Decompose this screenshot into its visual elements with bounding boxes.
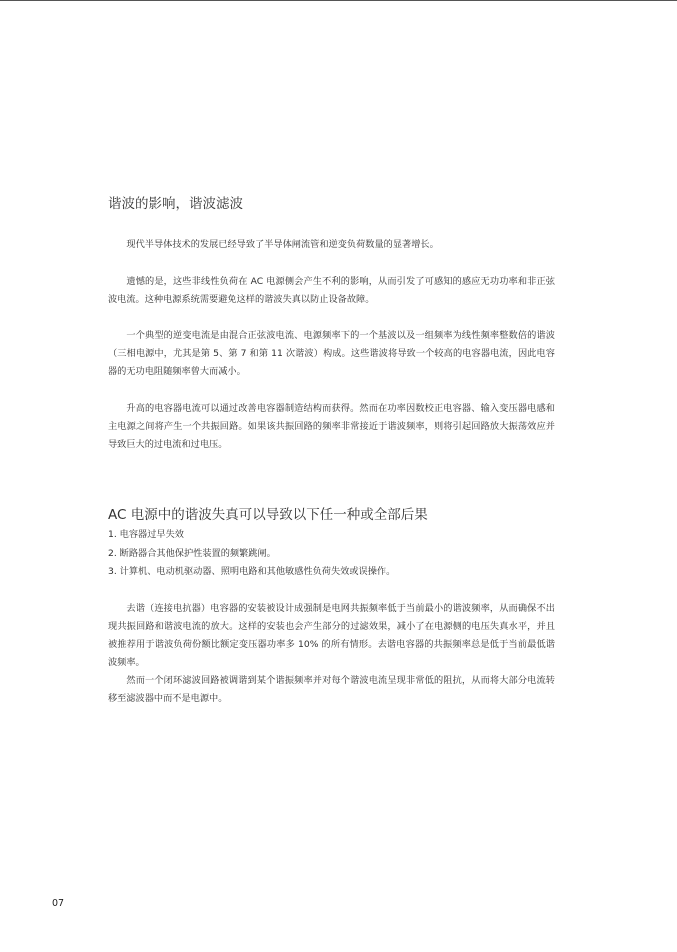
consequences-list: [108, 526, 555, 582]
list-item: 1. 电容器过早失效: [108, 529, 184, 540]
paragraph-detuned-capacitor: 去谐（连接电抗器）电容器的安装被设计成强制是电网共振频率低于当前最小的谐波频率，从而确保不出现共振回路和谐波电流的放大。这样的安装也会产生部分的过滤效果，减小了在电源侧的电压失真水平，并且被推荐用于谐波负荷份额比额定变压器功率多 10% 的所有情形。去谐电容器的共振频率总是低于当前最低谐波频率。: [108, 603, 555, 668]
section-title-harmonics: 谐波的影响，谐波滤波: [108, 196, 243, 212]
paragraph-resonance-circuit: 升高的电容器电流可以通过改善电容器制造结构而获得。然而在功率因数校正电容器、输入变压器电感和主电源之间将产生一个共振回路。如果该共振回路的频率非常接近于谐波频率，则将引起回路放大振荡效应并导致巨大的过电流和过电压。: [108, 403, 555, 450]
paragraph-semiconductor-growth: 现代半导体技术的发展已经导致了半导体闸流管和逆变负荷数量的显著增长。: [126, 239, 439, 250]
paragraph-closed-loop-filter: 然而一个闭环滤波回路被调谐到某个谐振频率并对每个谐波电流呈现非常低的阻抗，从而将大部分电流转移至滤波器中而不是电源中。: [108, 675, 555, 704]
page-number: 07: [52, 898, 65, 909]
paragraph-inverter-current: 一个典型的逆变电流是由混合正弦波电流、电源频率下的一个基波以及一组频率为线性频率整数倍的谐波（三相电源中，尤其是第 5、第 7 和第 11 次谐波）构成。这些谐波将导致一个较高的电容器电流，因此电容器的无功电阻随频率曾大而减小。: [108, 330, 555, 377]
paragraph-nonlinear-load: 遗憾的是，这些非线性负荷在 AC 电源侧会产生不利的影响，从而引发了可感知的感应无功功率和非正弦波电流。这种电源系统需要避免这样的谐波失真以防止设备故障。: [108, 276, 555, 305]
list-item: 3. 计算机、电动机驱动器、照明电路和其他敏感性负荷失效或误操作。: [108, 566, 396, 577]
list-item: 2. 断路器合其他保护性装置的频繁跳闸。: [108, 547, 276, 559]
top-rule: [0, 0, 677, 1]
section-title-consequences: AC 电源中的谐波失真可以导致以下任一种或全部后果: [108, 507, 428, 523]
